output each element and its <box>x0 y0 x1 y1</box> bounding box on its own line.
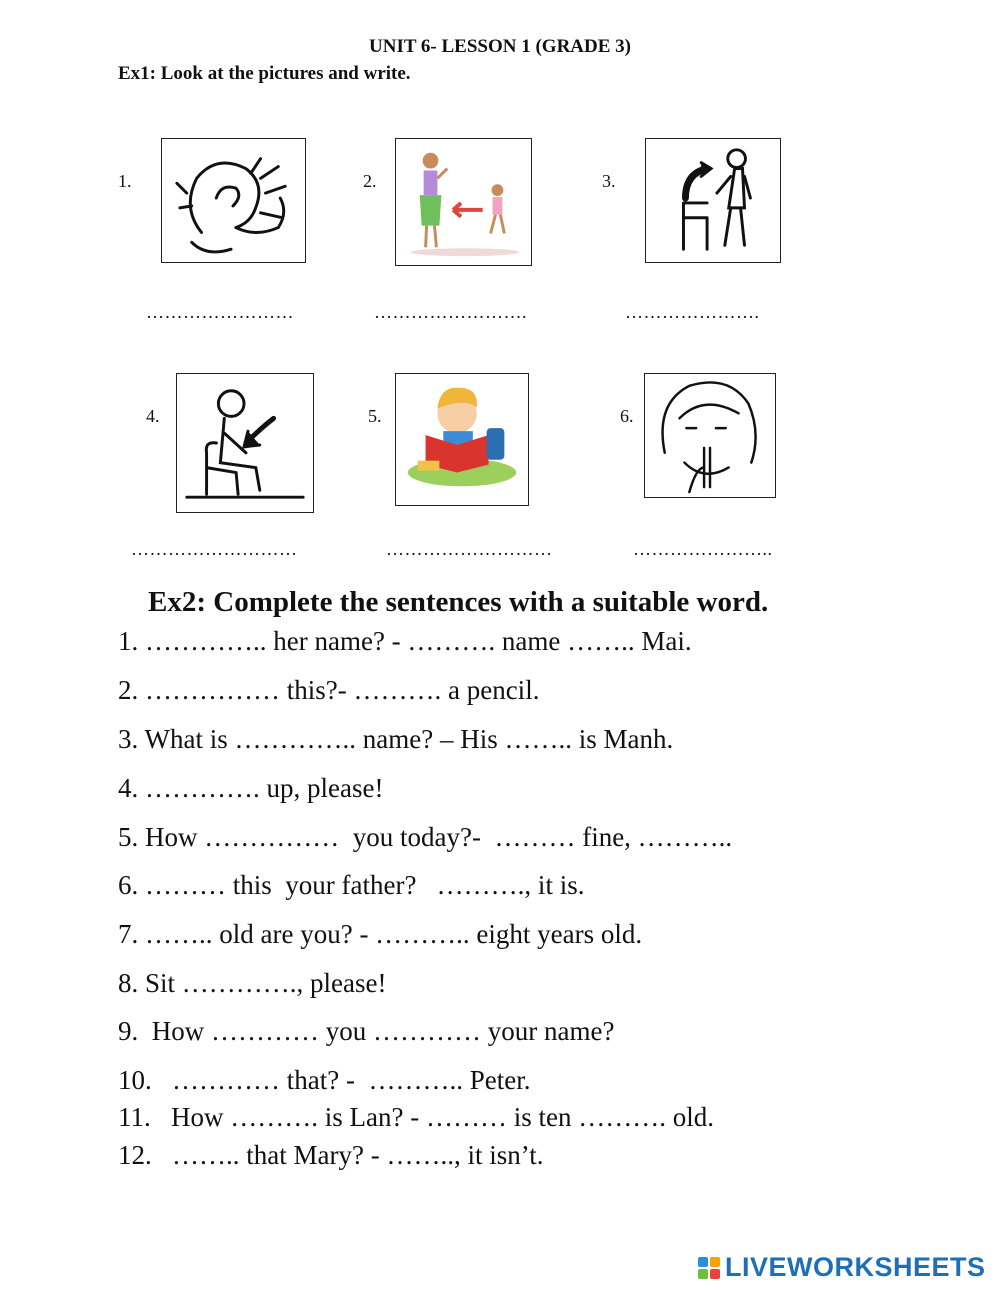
sentence-6[interactable]: 6. ……… this your father? ………., it is. <box>118 870 585 900</box>
answer-line-1[interactable]: …………………… <box>146 302 294 322</box>
picture-number-1: 1. <box>118 171 132 191</box>
logo-square-icon <box>698 1257 708 1267</box>
answer-line-5[interactable]: ……………………… <box>386 539 553 559</box>
sentence-9[interactable]: 9. How ………… you ………… your name? <box>118 1016 615 1046</box>
stand-up-icon <box>645 138 781 263</box>
sit-down-icon <box>176 373 314 513</box>
sentence-2[interactable]: 2. …………… this?- ………. a pencil. <box>118 675 540 705</box>
be-quiet-icon <box>644 373 776 498</box>
sentence-1[interactable]: 1. ………….. her name? - ………. name …….. Mai. <box>118 626 692 656</box>
picture-number-2: 2. <box>363 171 377 191</box>
picture-number-5: 5. <box>368 406 382 426</box>
logo-square-icon <box>710 1257 720 1267</box>
answer-line-3[interactable]: …………………. <box>625 302 760 322</box>
logo-square-icon <box>698 1269 708 1279</box>
ear-listen-icon <box>161 138 306 263</box>
answer-line-4[interactable]: ……………………… <box>131 539 298 559</box>
sentence-11[interactable]: 11. How ………. is Lan? - ……… is ten ………. old. <box>118 1102 714 1132</box>
logo-square-icon <box>710 1269 720 1279</box>
picture-number-6: 6. <box>620 406 634 426</box>
answer-line-2[interactable]: ……………………. <box>374 302 527 322</box>
worksheet-title: UNIT 6- LESSON 1 (GRADE 3) <box>369 36 631 57</box>
picture-number-3: 3. <box>602 171 616 191</box>
answer-line-6[interactable]: ………………….. <box>633 539 773 559</box>
ex1-instruction: Ex1: Look at the pictures and write. <box>118 63 411 84</box>
sentence-3[interactable]: 3. What is ………….. name? – His …….. is Manh. <box>118 724 674 754</box>
sentence-4[interactable]: 4. …………. up, please! <box>118 773 384 803</box>
liveworksheets-logo[interactable] <box>698 1252 986 1283</box>
sentence-8[interactable]: 8. Sit …………., please! <box>118 968 387 998</box>
brand-name: LIVEWORKSHEETS <box>725 1252 986 1282</box>
ex2-instruction: Ex2: Complete the sentences with a suitable word. <box>148 586 769 618</box>
logo-grid-icon <box>698 1257 720 1279</box>
come-here-icon <box>395 138 532 266</box>
open-book-icon <box>395 373 529 506</box>
picture-number-4: 4. <box>146 406 160 426</box>
sentence-7[interactable]: 7. …….. old are you? - ……….. eight years old. <box>118 919 643 949</box>
sentence-10[interactable]: 10. ………… that? - ……….. Peter. <box>118 1065 531 1095</box>
sentence-12[interactable]: 12. …….. that Mary? - …….., it isn’t. <box>118 1140 544 1170</box>
sentence-5[interactable]: 5. How …………… you today?- ……… fine, ……….. <box>118 822 733 852</box>
